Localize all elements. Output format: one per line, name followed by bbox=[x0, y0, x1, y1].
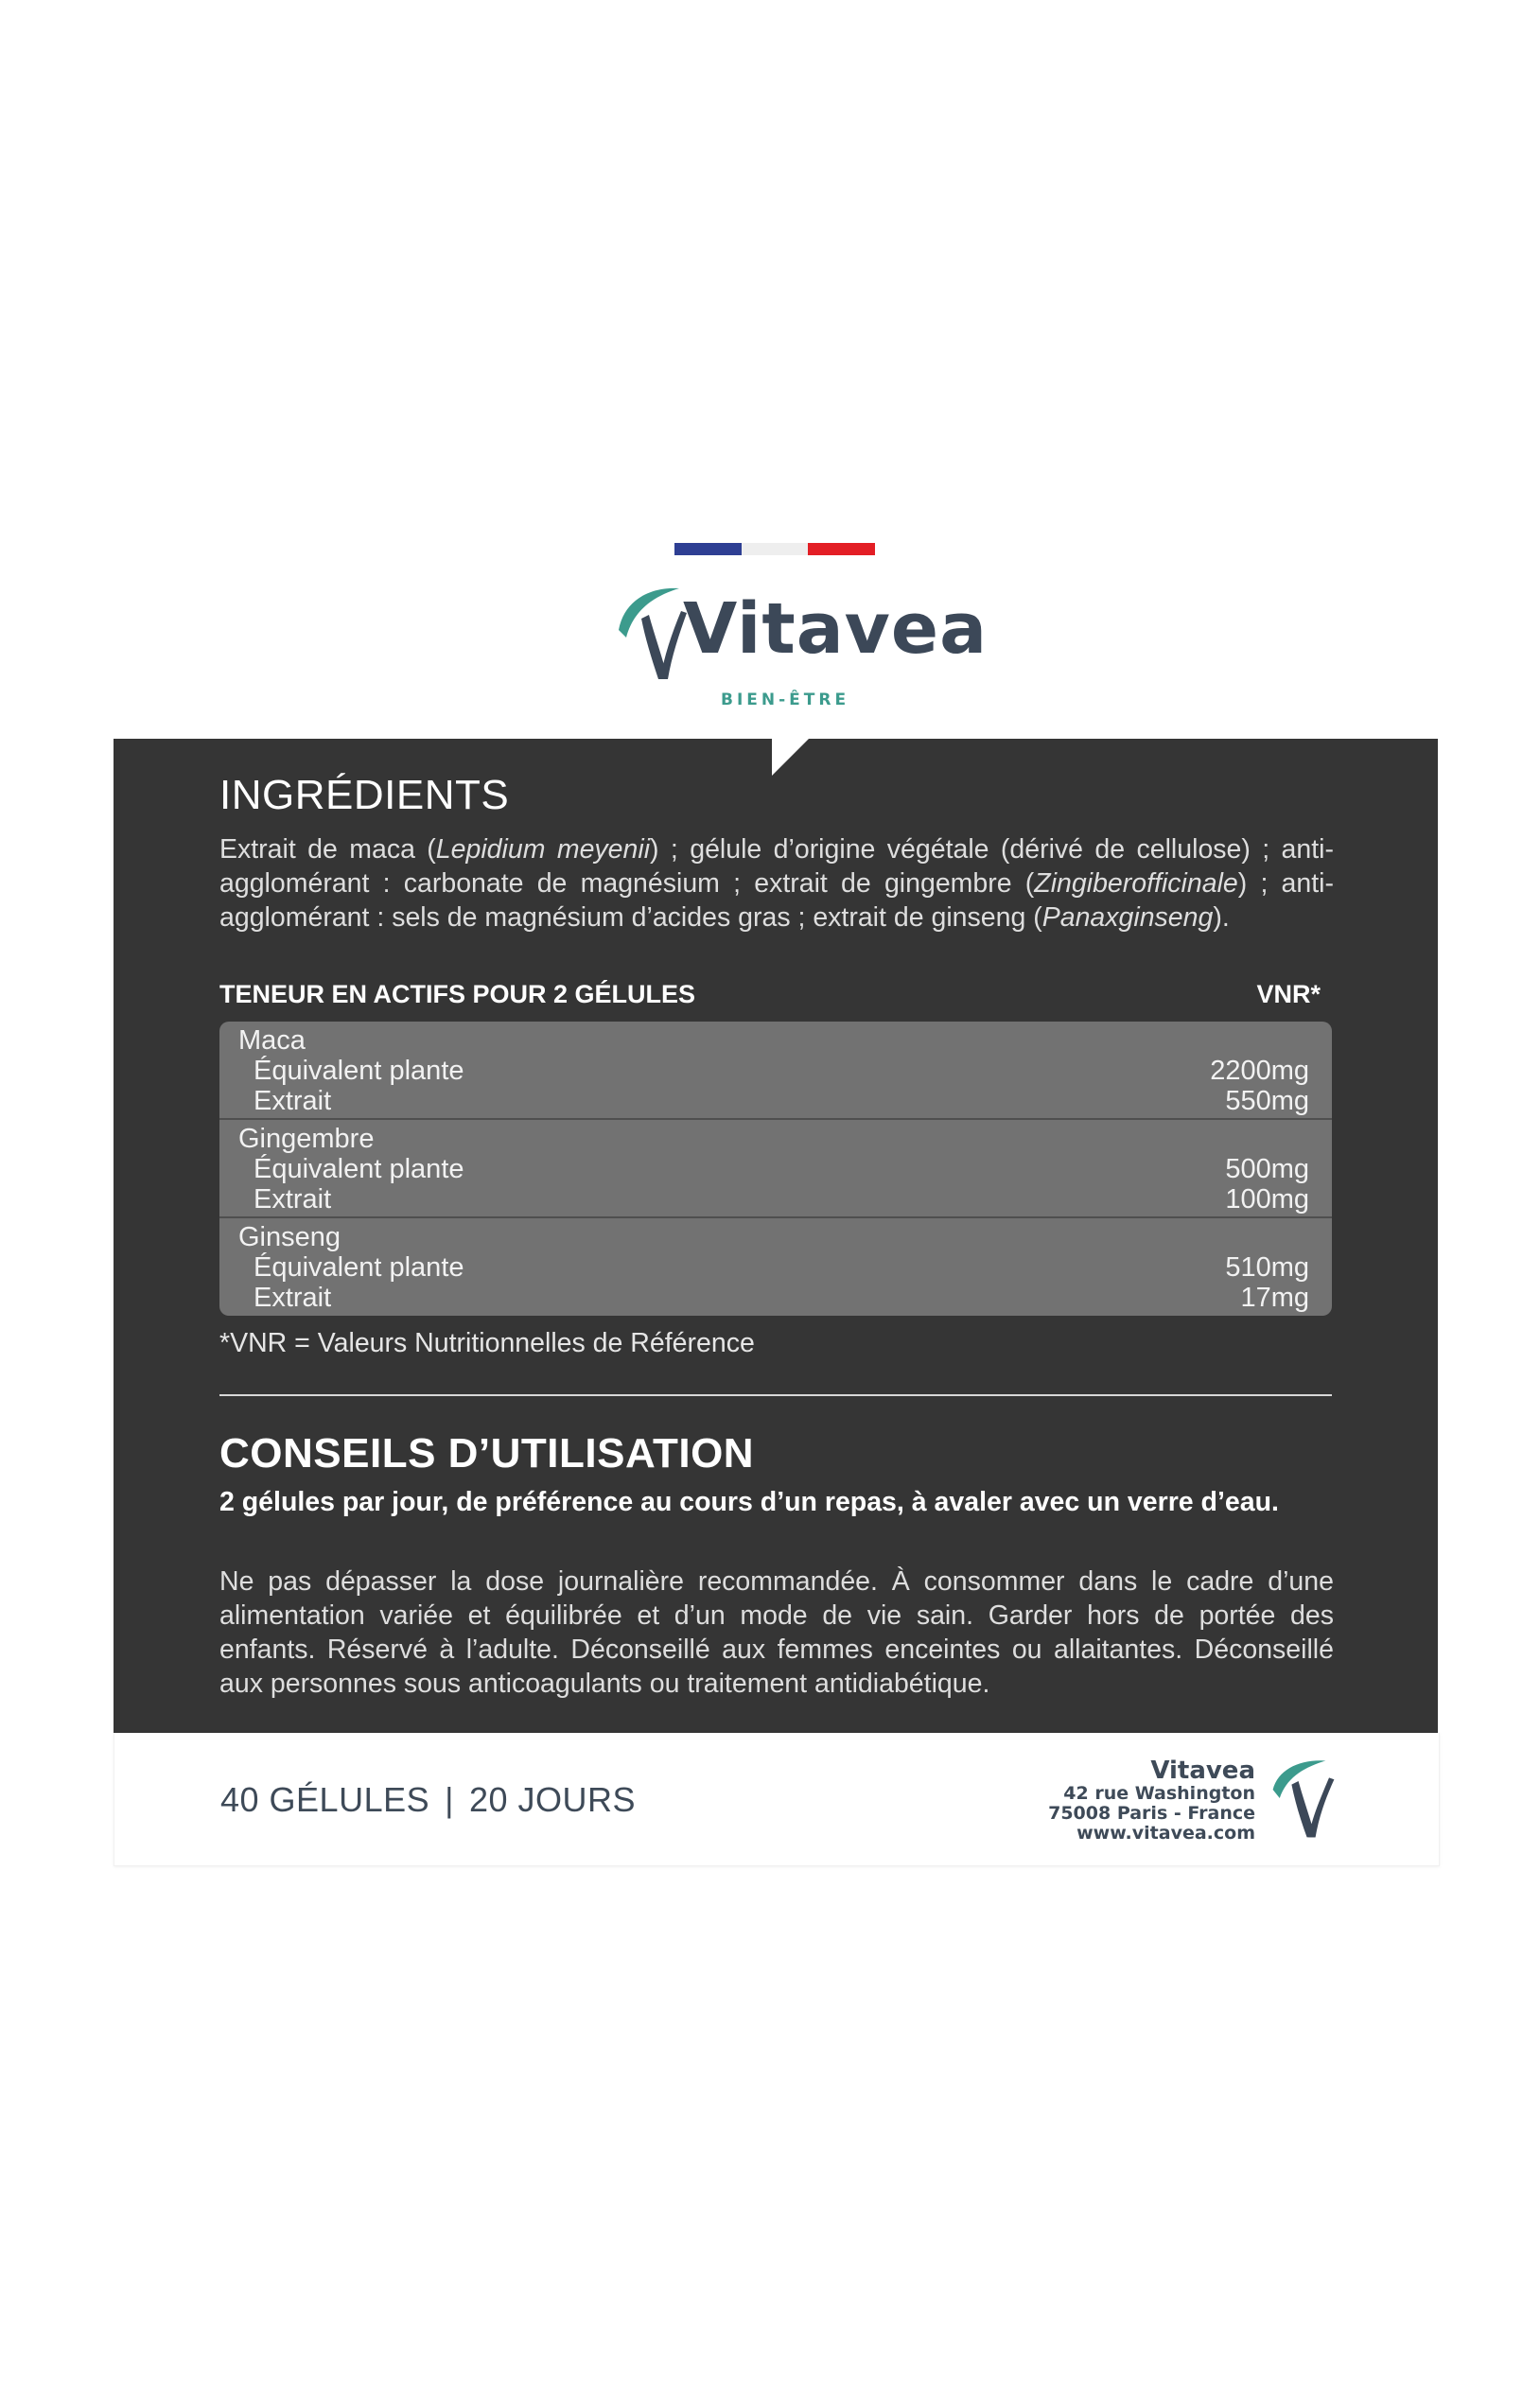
nutrition-value: 550mg bbox=[1225, 1086, 1309, 1116]
latin-name: Panaxginseng bbox=[1041, 902, 1214, 933]
ingredient-segment: Extrait de maca ( bbox=[219, 834, 436, 865]
vnr-column-label: VNR* bbox=[1256, 980, 1321, 1008]
leaf-v-icon bbox=[1269, 1756, 1339, 1841]
nutrition-table bbox=[219, 1022, 1332, 1316]
conseils-title: CONSEILS D’UTILISATION bbox=[219, 1430, 755, 1477]
ingredient-name: Maca bbox=[238, 1025, 306, 1056]
warning-text: Ne pas dépasser la dose journalière recommandée. À consommer dans le cadre d’une alimentation variée et équilibrée et d’un mode de vie sain. Garder hors de portée des enfants. Réservé à l’adulte. Déconseillé aux femmes enceintes ou allaitantes. Déconseillé aux personnes sous anticoagulants ou traitement antidiabétique. bbox=[219, 1566, 1334, 1699]
company-name: Vitavea bbox=[1150, 1757, 1255, 1785]
nutrition-row bbox=[219, 1252, 1332, 1283]
latin-name: Zingiberofficinale bbox=[1034, 868, 1238, 899]
company-address bbox=[1048, 1757, 1255, 1844]
address-line-1: 42 rue Washington bbox=[1063, 1783, 1255, 1804]
flag-red-stripe bbox=[808, 543, 875, 555]
nutrition-row bbox=[219, 1154, 1332, 1184]
nutrition-label: Extrait bbox=[254, 1283, 332, 1313]
vitavea-logo bbox=[605, 577, 989, 719]
nutrition-value: 510mg bbox=[1225, 1252, 1309, 1283]
nutrition-group bbox=[219, 1120, 1332, 1218]
duration: 20 JOURS bbox=[468, 1780, 637, 1819]
leaf-v-icon bbox=[613, 581, 689, 685]
ingredient-name: Ginseng bbox=[238, 1222, 341, 1252]
nutrition-value: 100mg bbox=[1225, 1184, 1309, 1215]
vnr-footnote: *VNR = Valeurs Nutritionnelles de Référence bbox=[219, 1328, 755, 1358]
website-link[interactable]: www.vitavea.com bbox=[1076, 1823, 1255, 1844]
nutrition-group-header bbox=[219, 1025, 1332, 1056]
brand-wordmark: Vitavea bbox=[683, 588, 989, 670]
footer-card bbox=[114, 1733, 1440, 1866]
capsule-count: 40 GÉLULES bbox=[220, 1780, 430, 1819]
ingredients-title: INGRÉDIENTS bbox=[219, 772, 510, 818]
actifs-title: TENEUR EN ACTIFS POUR 2 GÉLULES bbox=[219, 980, 696, 1008]
ingredient-segment: ) ; gélule d’origine végétale (dérivé de cellulose) ; anti-agglomérant : carbonate de magnésium ; extrait de gingembre ( bbox=[219, 834, 1335, 899]
nutrition-label: Équivalent plante bbox=[254, 1154, 464, 1184]
nutrition-value: 2200mg bbox=[1210, 1056, 1309, 1086]
nutrition-group bbox=[219, 1022, 1332, 1120]
nutrition-label: Équivalent plante bbox=[254, 1252, 464, 1283]
nutrition-group-header bbox=[219, 1124, 1332, 1154]
nutrition-group bbox=[219, 1218, 1332, 1316]
package-count bbox=[220, 1780, 636, 1820]
flag-blue-stripe bbox=[674, 543, 742, 555]
usage-text: 2 gélules par jour, de préférence au cours d’un repas, à avaler avec un verre d’eau. bbox=[219, 1487, 1279, 1517]
french-flag bbox=[674, 543, 875, 555]
brand-tagline: BIEN-ÊTRE bbox=[721, 691, 850, 709]
count-separator: | bbox=[445, 1780, 454, 1819]
nutrition-row bbox=[219, 1283, 1332, 1313]
nutrition-row bbox=[219, 1184, 1332, 1215]
nutrition-row bbox=[219, 1086, 1332, 1116]
panel-notch bbox=[772, 738, 810, 776]
nutrition-row bbox=[219, 1056, 1332, 1086]
flag-white-stripe bbox=[742, 543, 809, 555]
ingredient-name: Gingembre bbox=[238, 1124, 375, 1154]
ingredient-segment: ) ; anti-agglomérant : sels de magnésium d’acides gras ; extrait de ginseng ( bbox=[219, 868, 1334, 933]
nutrition-label: Équivalent plante bbox=[254, 1056, 464, 1086]
latin-name: Lepidium meyenii bbox=[435, 834, 651, 865]
address-line-2: 75008 Paris - France bbox=[1048, 1803, 1255, 1824]
nutrition-value: 500mg bbox=[1225, 1154, 1309, 1184]
nutrition-label: Extrait bbox=[254, 1184, 332, 1215]
ingredients-text bbox=[219, 832, 1334, 935]
actifs-header bbox=[219, 980, 1334, 1014]
nutrition-label: Extrait bbox=[254, 1086, 332, 1116]
nutrition-value: 17mg bbox=[1240, 1283, 1309, 1313]
nutrition-group-header bbox=[219, 1222, 1332, 1252]
ingredient-segment: ). bbox=[1213, 902, 1230, 933]
section-divider bbox=[219, 1394, 1332, 1396]
